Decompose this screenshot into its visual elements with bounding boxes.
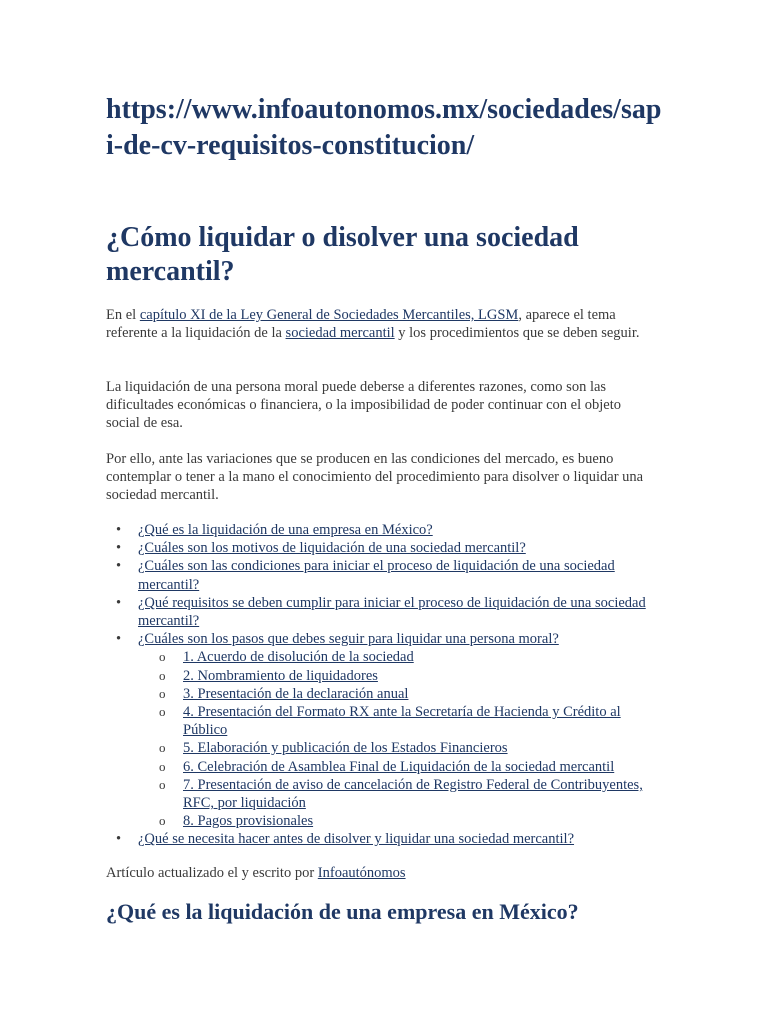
toc-link-condiciones[interactable]: ¿Cuáles son las condiciones para iniciar el proceso de liquidación de una sociedad mercantil? xyxy=(138,558,615,593)
intro-paragraph-1 xyxy=(106,306,651,342)
toc-sublink-1[interactable]: 1. Acuerdo de disolución de la sociedad xyxy=(183,649,414,666)
toc-sublink-2[interactable]: 2. Nombramiento de liquidadores xyxy=(183,667,378,684)
toc-subitem xyxy=(138,703,666,739)
toc-link-motivos[interactable]: ¿Cuáles son los motivos de liquidación de una sociedad mercantil? xyxy=(138,540,526,557)
toc-subitem xyxy=(138,667,666,685)
toc-subitem xyxy=(138,812,666,830)
byline-text: Artículo actualizado el y escrito por xyxy=(106,865,318,881)
toc-item xyxy=(106,521,666,539)
section-heading: ¿Qué es la liquidación de una empresa en México? xyxy=(106,899,579,924)
toc-sublink-8[interactable]: 8. Pagos provisionales xyxy=(183,813,314,830)
intro-text-after: y los procedimientos que se deben seguir. xyxy=(394,325,640,341)
toc-sublink-4[interactable]: 4. Presentación del Formato RX ante la Secretaría de Hacienda y Crédito al Público xyxy=(183,704,621,739)
toc-link-que-es-liquidacion[interactable]: ¿Qué es la liquidación de una empresa en México? xyxy=(138,522,433,538)
toc-subitem xyxy=(138,739,666,757)
page-title: ¿Cómo liquidar o disolver una sociedad mercantil? xyxy=(106,222,579,287)
url-heading[interactable]: https://www.infoautonomos.mx/sociedades/sapi-de-cv-requisitos-constitucion/ xyxy=(106,94,662,161)
table-of-contents xyxy=(106,521,666,849)
sociedad-mercantil-link[interactable]: sociedad mercantil xyxy=(285,325,395,341)
intro-paragraph-3: Por ello, ante las variaciones que se producen en las condiciones del mercado, es bueno contemplar o tener a la mano el conocimiento del procedimiento para disolver o liquidar una sociedad mercantil. xyxy=(106,451,644,503)
toc-subitem xyxy=(138,648,666,666)
toc-sublink-5[interactable]: 5. Elaboración y publicación de los Estados Financieros xyxy=(183,740,508,757)
toc-link-requisitos[interactable]: ¿Qué requisitos se deben cumplir para iniciar el proceso de liquidación de una sociedad mercantil? xyxy=(138,594,646,630)
toc-link-antes-de-disolver[interactable]: ¿Qué se necesita hacer antes de disolver y liquidar una sociedad mercantil? xyxy=(138,831,575,848)
intro-paragraph-2: La liquidación de una persona moral puede deberse a diferentes razones, como son las dificultades económicas o financiera, o la imposibilidad de poder continuar con el objeto social de esa. xyxy=(106,379,621,431)
toc-subitem xyxy=(138,758,666,776)
author-link[interactable]: Infoautónomos xyxy=(317,865,406,881)
toc-sublink-6[interactable]: 6. Celebración de Asamblea Final de Liquidación de la sociedad mercantil xyxy=(183,758,615,775)
toc-sublink-3[interactable]: 3. Presentación de la declaración anual xyxy=(183,685,409,702)
toc-sublist xyxy=(138,648,666,830)
toc-item xyxy=(106,557,666,593)
toc-link-pasos[interactable]: ¿Cuáles son los pasos que debes seguir para liquidar una persona moral? xyxy=(138,631,559,648)
toc-sublink-7[interactable]: 7. Presentación de aviso de cancelación de Registro Federal de Contribuyentes, RFC, por liquidación xyxy=(183,776,643,812)
toc-item xyxy=(106,539,666,557)
article-byline xyxy=(106,864,406,882)
toc-subitem xyxy=(138,776,666,812)
toc-subitem xyxy=(138,685,666,703)
toc-item xyxy=(106,594,666,630)
toc-item xyxy=(106,630,666,830)
toc-item xyxy=(106,830,666,848)
intro-text-middle: , aparece el tema referente a la liquidación de la xyxy=(106,307,616,341)
lgsm-chapter-link[interactable]: capítulo XI de la Ley General de Sociedades Mercantiles, LGSM xyxy=(139,307,519,323)
intro-text-before: En el xyxy=(106,307,140,323)
